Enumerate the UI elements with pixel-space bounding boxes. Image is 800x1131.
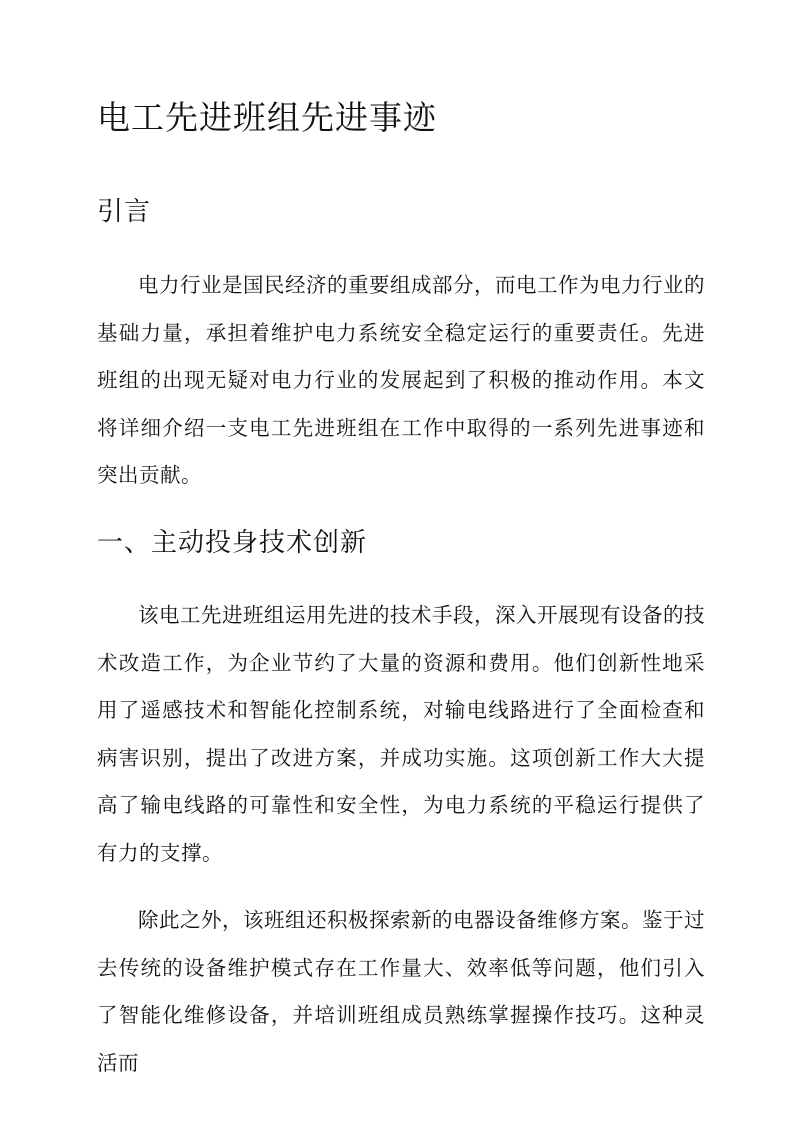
section-1-heading: 一、主动投身技术创新 (97, 528, 368, 558)
intro-paragraph: 电力行业是国民经济的重要组成部分，而电工作为电力行业的基础力量，承担着维护电力系统安全稳定运行的重要责任。先进班组的出现无疑对电力行业的发展起到了积极的推动作用。本文将详细介绍一支电工先进班组在工作中取得的一系列先进事迹和突出贡献。 (97, 273, 705, 487)
section-1-paragraph-1: 该电工先进班组运用先进的技术手段，深入开展现有设备的技术改造工作，为企业节约了大量的资源和费用。他们创新性地采用了遥感技术和智能化控制系统，对输电线路进行了全面检查和病害识别，提出了改进方案，并成功实施。这项创新工作大大提高了输电线路的可靠性和安全性，为电力系统的平稳运行提供了有力的支撑。 (97, 603, 705, 865)
intro-heading: 引言 (97, 197, 152, 227)
document-title: 电工先进班组先进事迹 (97, 98, 437, 137)
section-1-paragraph-2: 除此之外，该班组还积极探索新的电器设备维修方案。鉴于过去传统的设备维护模式存在工作量大、效率低等问题，他们引入了智能化维修设备，并培训班组成员熟练掌握操作技巧。这种灵活而 (97, 908, 705, 1075)
